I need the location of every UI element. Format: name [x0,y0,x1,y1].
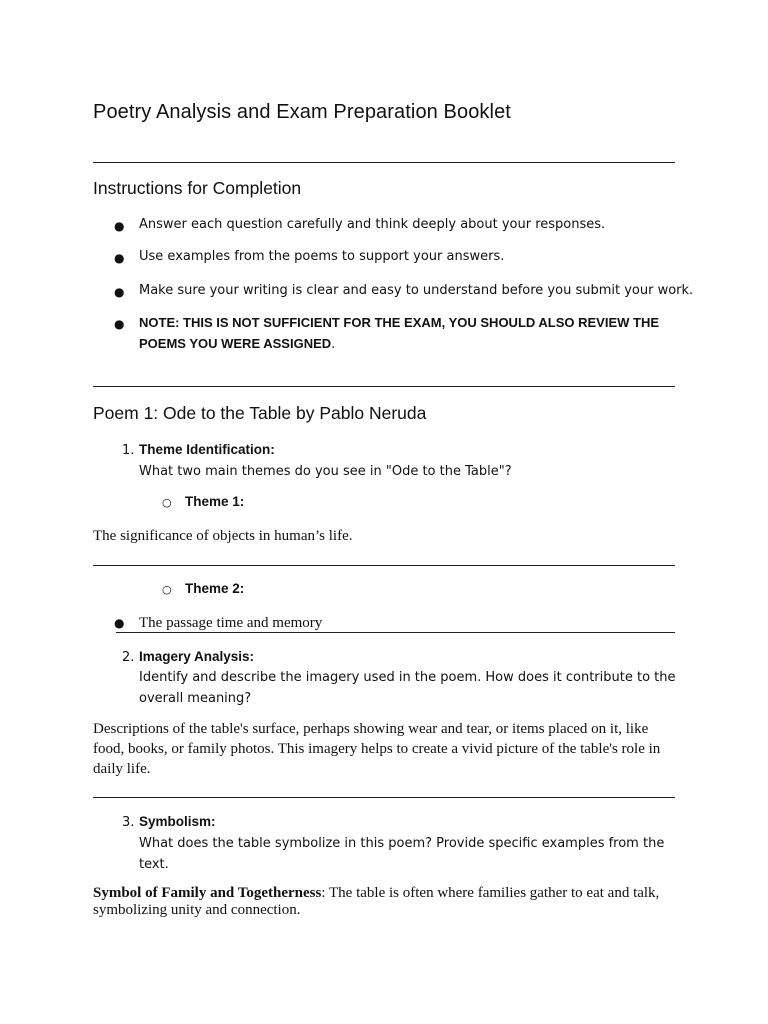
q1-text: What two main themes do you see in "Ode to the Table"? [139,464,512,479]
bullet-icon: ● [114,251,125,265]
instructions-heading: Instructions for Completion [93,178,302,198]
q3-answer-bold: Symbol of Family and Togetherness [93,885,322,901]
circle-bullet-icon: ○ [162,583,172,596]
poem1-heading: Poem 1: Ode to the Table by Pablo Neruda [93,403,427,423]
q2-answer: Descriptions of the table's surface, perhaps showing wear and tear, or items placed on it, like food, books, or family photos. This imagery helps to create a vivid picture of the table's role in daily life. [93,721,661,777]
theme2-answer: The passage time and memory [139,615,323,631]
question-number: 1. [122,443,135,458]
theme1-answer: The significance of objects in human’s life. [93,528,353,544]
q1-label: Theme Identification: [139,442,275,457]
instruction-item: Use examples from the poems to support your answers. [139,249,505,264]
instruction-item: Make sure your writing is clear and easy to understand before you submit your work. [139,283,694,298]
divider [93,386,675,387]
q2-label: Imagery Analysis: [139,649,255,664]
instruction-note [139,313,669,355]
q3-answer-rest: : The table is often where families gather to eat and talk, symbolizing unity and connection. [93,885,660,918]
divider [93,162,675,163]
circle-bullet-icon: ○ [162,496,172,509]
bullet-icon: ● [114,285,125,299]
q3-text: What does the table symbolize in this poem? Provide specific examples from the text. [139,836,665,872]
theme2-label: Theme 2: [185,581,245,596]
q2-text: Identify and describe the imagery used in the poem. How does it contribute to the overall meaning? [139,670,676,706]
bullet-icon: ● [114,616,125,630]
note-text: NOTE: THIS IS NOT SUFFICIENT FOR THE EXAM, YOU SHOULD ALSO REVIEW THE POEMS YOU WERE ASSIGNED [139,315,660,351]
note-period: . [331,337,336,352]
instruction-item: Answer each question carefully and think deeply about your responses. [139,217,606,232]
theme1-label: Theme 1: [185,494,245,509]
bullet-icon: ● [114,219,125,233]
answer-line [93,797,675,798]
q3-label: Symbolism: [139,814,216,829]
question-number: 2. [122,650,135,665]
bullet-icon: ● [114,317,125,331]
page-title: Poetry Analysis and Exam Preparation Booklet [93,101,511,123]
answer-line [116,632,675,633]
q3-answer [93,885,668,919]
question-number: 3. [122,815,135,830]
answer-line [93,565,675,566]
